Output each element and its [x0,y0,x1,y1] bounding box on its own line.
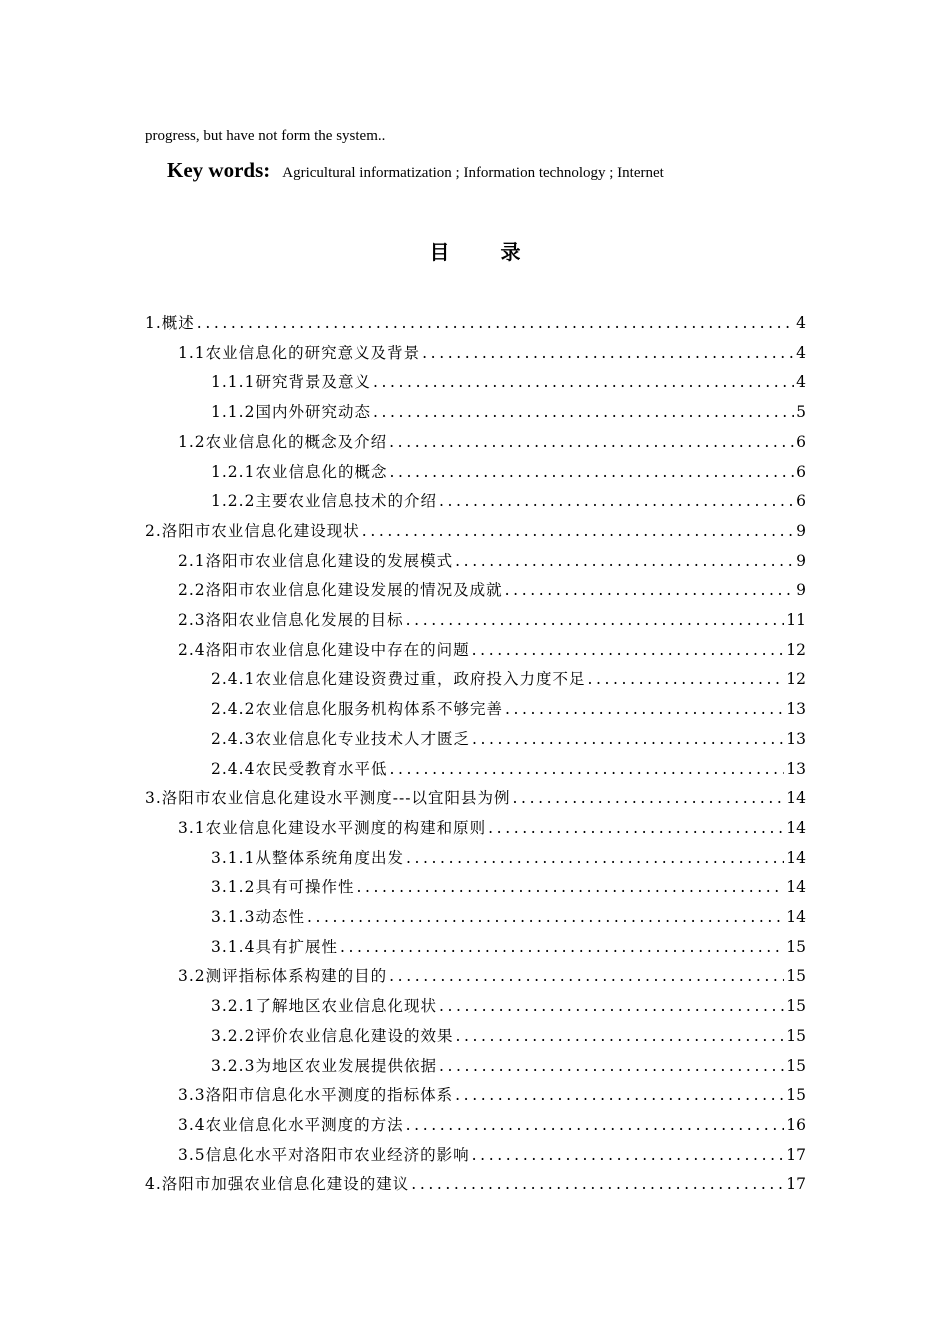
toc-entry[interactable] [178,1083,806,1109]
toc-entry[interactable] [178,430,806,456]
toc-entry[interactable] [211,875,806,901]
toc-entry-page: 15 [786,967,806,986]
toc-entry-page: 6 [796,492,806,511]
toc-entry[interactable] [211,370,806,396]
toc-dot-leader [389,760,784,778]
toc-dot-leader [472,730,784,748]
toc-dot-leader [505,581,794,599]
toc-entry-page: 4 [796,373,806,392]
toc-entry-page: 15 [786,1056,806,1075]
toc-entry-page: 9 [796,581,806,600]
toc-entry-title: 1.1农业信息化的研究意义及背景 [178,343,421,362]
toc-entry[interactable] [145,786,806,812]
toc-entry-page: 16 [786,1115,806,1134]
toc-entry-page: 17 [786,1145,806,1164]
toc-entry[interactable] [178,341,806,367]
toc-dot-leader [455,1086,784,1104]
toc-entry-title: 1.2.1农业信息化的概念 [211,462,388,481]
toc-entry[interactable] [211,667,806,693]
toc-entry[interactable] [178,608,806,634]
toc-entry-title: 2.4.1农业信息化建设资费过重，政府投入力度不足 [211,670,586,689]
toc-dot-leader [197,314,794,332]
toc-entry-page: 4 [796,314,806,332]
toc-dot-leader [406,611,785,629]
toc-dot-leader [472,641,785,659]
toc-entry-title: 3.2.3为地区农业发展提供依据 [211,1056,437,1075]
toc-entry-page: 11 [786,611,806,629]
toc-entry[interactable] [178,1143,806,1169]
toc-entry[interactable] [211,994,806,1020]
toc-dot-leader [362,522,794,540]
toc-entry-page: 14 [786,818,806,837]
toc-entry-title: 3.2.2评价农业信息化建设的效果 [211,1026,454,1045]
toc-entry[interactable] [211,727,806,753]
toc-dot-leader [439,1057,784,1075]
toc-entry[interactable] [178,964,806,990]
toc-entry[interactable] [145,311,806,337]
toc-entry-title: 3.1.4具有扩展性 [211,937,338,956]
toc-entry-page: 9 [796,551,806,570]
toc-entry-page: 15 [786,937,806,956]
toc-entry-title: 4.洛阳市加强农业信息化建设的建议 [145,1175,410,1194]
toc-entry-page: 5 [796,403,806,422]
toc-dot-leader [513,789,785,807]
toc-entry[interactable] [178,578,806,604]
toc-entry-title: 2.2洛阳市农业信息化建设发展的情况及成就 [178,581,503,600]
toc-entry-title: 1.1.2国内外研究动态 [211,403,371,422]
toc-entry-title: 3.2.1了解地区农业信息化现状 [211,997,437,1016]
toc-entry[interactable] [211,697,806,723]
toc-entry-page: 14 [786,878,806,897]
toc-entry-page: 14 [786,908,806,926]
toc-entry-title: 3.2测评指标体系构建的目的 [178,967,388,986]
toc-entry[interactable] [211,460,806,486]
toc-entry-page: 12 [786,670,806,689]
toc-entry[interactable] [211,846,806,872]
toc-entry-page: 15 [786,1086,806,1105]
toc-dot-leader [488,819,784,837]
toc-entry-page: 15 [786,997,806,1016]
toc-dot-leader [587,670,784,688]
toc-dot-leader [439,492,794,510]
toc-entry-title: 2.1洛阳市农业信息化建设的发展模式 [178,551,454,570]
toc-entry[interactable] [211,489,806,515]
toc-entry-page: 17 [786,1175,806,1194]
toc-dot-leader [373,403,794,421]
toc-dot-leader [389,463,794,481]
toc-entry-page: 14 [786,848,806,867]
toc-entry-title: 3.1.3动态性 [211,908,305,926]
toc-dot-leader [406,849,784,867]
toc-entry-page: 13 [786,729,806,748]
abstract-tail: progress, but have not form the system.. [145,128,386,144]
toc-entry[interactable] [211,935,806,961]
toc-entry-page: 14 [786,789,806,808]
toc-dot-leader [505,700,784,718]
toc-entry-page: 12 [786,640,806,659]
keywords-line [167,158,664,183]
toc-entry[interactable] [211,757,806,783]
toc-dot-leader [411,1175,784,1193]
toc-entry-page: 4 [796,343,806,362]
toc-entry-page: 9 [796,521,806,540]
toc-entry[interactable] [211,905,806,931]
toc-dot-leader [472,1146,785,1164]
keywords-label: Key words: [167,158,271,182]
toc-entry-title: 2.4.4农民受教育水平低 [211,759,388,778]
toc-entry-title: 2.洛阳市农业信息化建设现状 [145,521,360,540]
toc-dot-leader [455,1027,784,1045]
toc-entry-title: 3.4农业信息化水平测度的方法 [178,1115,404,1134]
toc-entry-title: 3.1农业信息化建设水平测度的构建和原则 [178,818,487,837]
toc-entry[interactable] [145,519,806,545]
toc-dot-leader [439,997,784,1015]
toc-dot-leader [356,878,784,896]
toc-dot-leader [455,552,794,570]
keywords-value: Agricultural informatization ; Information technology ; Internet [282,165,664,181]
toc-dot-leader [389,433,794,451]
toc-dot-leader [307,908,784,926]
toc-entry-title: 1.2农业信息化的概念及介绍 [178,432,388,451]
toc-dot-leader [389,967,784,985]
toc-entry-page: 13 [786,700,806,719]
toc-entry[interactable] [178,549,806,575]
toc-entry-title: 2.4洛阳市农业信息化建设中存在的问题 [178,640,470,659]
toc-entry-title: 1.2.2主要农业信息技术的介绍 [211,492,437,511]
toc-entry[interactable] [211,400,806,426]
toc-dot-leader [422,344,794,362]
toc-entry-title: 2.3洛阳农业信息化发展的目标 [178,611,404,629]
toc-entry[interactable] [178,1113,806,1139]
toc-entry-page: 6 [796,432,806,451]
toc-entry[interactable] [145,1172,806,1198]
toc-entry[interactable] [178,816,806,842]
toc-entry-page: 6 [796,462,806,481]
toc-dot-leader [406,1116,785,1134]
toc-dot-leader [373,373,794,391]
toc-entry-title: 3.1.1从整体系统角度出发 [211,848,404,867]
toc-dot-leader [340,938,784,956]
toc-entry-page: 15 [786,1026,806,1045]
toc-entry[interactable] [211,1024,806,1050]
toc-entry-title: 3.5信息化水平对洛阳市农业经济的影响 [178,1145,470,1164]
toc-entry-title: 2.4.2农业信息化服务机构体系不够完善 [211,700,503,719]
toc-entry-title: 3.3洛阳市信息化水平测度的指标体系 [178,1086,454,1105]
toc-entry-title: 2.4.3农业信息化专业技术人才匮乏 [211,729,470,748]
toc-entry-title: 3.洛阳市农业信息化建设水平测度---以宜阳县为例 [145,789,511,808]
toc-title: 目 录 [429,240,543,264]
toc-entry-title: 3.1.2具有可操作性 [211,878,355,897]
toc-entry-title: 1.1.1研究背景及意义 [211,373,371,392]
toc-entry-page: 13 [786,759,806,778]
toc-entry-title: 1.概述 [145,314,195,332]
toc-entry[interactable] [211,1054,806,1080]
toc-entry[interactable] [178,638,806,664]
